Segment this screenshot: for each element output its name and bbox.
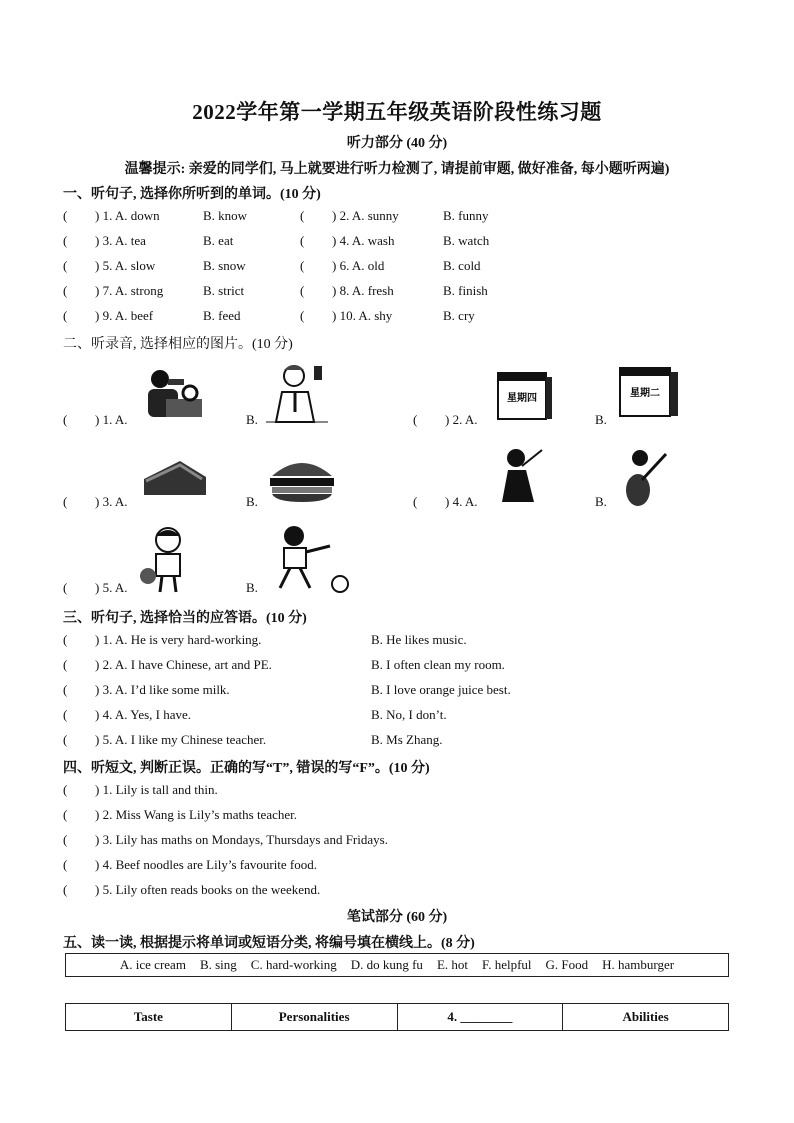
q2-5-b-label: B. [246,580,258,595]
question-item [63,208,160,224]
option-a: ) 9. A. beef [95,308,154,323]
question-item [300,258,384,274]
word-options-box [65,953,729,977]
hamburger-image [266,454,338,504]
answer-blank: ( [63,283,68,298]
section4-title: 四、听短文, 判断正误。正确的写“T”, 错误的写“F”。(10 分) [63,761,430,776]
statement-text: ) 4. Beef noodles are Lily’s favourite food. [95,857,318,872]
option-a: ) 10. A. shy [332,308,393,323]
q2-1-label: ( ) 1. A. [63,412,128,427]
tip-text: 温馨提示: 亲爱的同学们, 马上就要进行听力检测了, 请提前审题, 做好准备, 每小题听两遍) [124,162,670,177]
question-item [300,233,394,249]
answer-blank: ( [63,732,68,747]
q2-4-b-label: B. [595,494,607,509]
option-b: B. snow [203,258,246,273]
question-item [63,707,191,723]
answer-blank: ( [63,782,68,797]
section3-title: 三、听句子, 选择恰当的应答语。(10 分) [63,611,307,626]
q2-2-b-label: B. [595,412,607,427]
question-item [300,208,399,224]
statement-text: ) 2. Miss Wang is Lily’s maths teacher. [95,807,297,822]
option-a: ) 2. A. I have Chinese, art and PE. [95,657,272,672]
answer-blank: ( [63,832,68,847]
question-item [300,308,392,324]
answer-blank: ( [63,308,68,323]
answer-blank: ( [63,882,68,897]
person-on-phone-image [138,365,206,423]
statement-item [63,807,297,823]
statement-text: ) 3. Lily has maths on Mondays, Thursdays and Fridays. [95,832,388,847]
calendar-thursday-image [494,365,554,423]
man-with-phone-image [262,362,332,424]
question-item [63,732,266,748]
option-a: ) 4. A. wash [332,233,395,248]
answer-blank: ( [63,707,68,722]
word-option: A. ice cream [119,957,186,972]
option-b: B. Ms Zhang. [371,732,443,747]
option-a: ) 8. A. fresh [332,283,394,298]
page-title: 2022学年第一学期五年级英语阶段性练习题 [192,100,602,124]
option-a: ) 5. A. I like my Chinese teacher. [95,732,267,747]
statement-item [63,857,317,873]
option-b: B. know [203,208,248,223]
option-b: B. No, I don’t. [371,707,447,722]
answer-blank: ( [300,233,305,248]
section2-title: 二、听录音, 选择相应的图片。(10 分) [63,337,293,352]
question-item [63,258,155,274]
option-b: B. cry [443,308,475,323]
option-a: ) 3. A. tea [95,233,146,248]
q2-1-b-label: B. [246,412,258,427]
word-option: C. hard-working [250,957,337,972]
option-b: B. I often clean my room. [371,657,505,672]
question-item [63,657,272,673]
option-a: ) 7. A. strong [95,283,164,298]
boy-with-basketball-image [136,524,198,596]
option-a: ) 6. A. old [332,258,385,273]
option-b: B. finish [443,283,488,298]
answer-blank: ( [63,807,68,822]
option-b: B. cold [443,258,481,273]
q2-2-label: ( ) 2. A. [413,412,478,427]
answer-blank: ( [63,258,68,273]
category-table [65,1003,729,1031]
q2-3-label: ( ) 3. A. [63,494,128,509]
sandwich-image [140,455,208,505]
question-item [63,233,146,249]
written-part-heading: 笔试部分 (60 分) [346,910,448,925]
answer-blank: ( [300,208,305,223]
option-b: B. watch [443,233,490,248]
option-b: B. He likes music. [371,632,467,647]
option-a: ) 5. A. slow [95,258,156,273]
word-option: H. hamburger [602,957,675,972]
q2-5-label: ( ) 5. A. [63,580,128,595]
word-option: E. hot [436,957,468,972]
question-item [63,308,153,324]
category-header: Abilities [563,1004,729,1031]
boy-with-football-image [266,522,350,596]
option-a: ) 1. A. down [95,208,160,223]
q2-3-b-label: B. [246,494,258,509]
word-option: F. helpful [482,957,532,972]
statement-text: ) 1. Lily is tall and thin. [95,782,218,797]
question-item [300,283,394,299]
answer-blank: ( [63,857,68,872]
question-item [63,283,163,299]
girl-with-violin-image [492,444,552,506]
category-header: Taste [66,1004,232,1031]
answer-blank: ( [300,258,305,273]
option-b: B. funny [443,208,489,223]
word-option: G. Food [545,957,589,972]
answer-blank: ( [63,632,68,647]
calendar-tuesday-text: 星期二 [630,388,660,399]
category-header: Personalities [231,1004,397,1031]
statement-item [63,882,320,898]
answer-blank: ( [63,682,68,697]
word-option: D. do kung fu [350,957,423,972]
answer-blank: ( [300,308,305,323]
option-a: ) 3. A. I’d like some milk. [95,682,230,697]
category-header: 4. ________ [397,1004,563,1031]
girl-with-pipa-image [620,446,676,508]
q2-4-label: ( ) 4. A. [413,494,478,509]
option-a: ) 2. A. sunny [332,208,399,223]
option-b: B. strict [203,283,245,298]
answer-blank: ( [63,208,68,223]
option-a: ) 4. A. Yes, I have. [95,707,192,722]
option-b: B. I love orange juice best. [371,682,511,697]
word-option: B. sing [199,957,237,972]
statement-item [63,782,218,798]
listening-part-heading: 听力部分 (40 分) [346,136,448,151]
answer-blank: ( [300,283,305,298]
answer-blank: ( [63,233,68,248]
section1-title: 一、听句子, 选择你所听到的单词。(10 分) [63,187,321,202]
calendar-thursday-text: 星期四 [507,393,537,404]
statement-text: ) 5. Lily often reads books on the weekend. [95,882,321,897]
option-a: ) 1. A. He is very hard-working. [95,632,262,647]
statement-item [63,832,388,848]
question-item [63,632,261,648]
calendar-tuesday-image [616,360,682,420]
section5-title: 五、读一读, 根据提示将单词或短语分类, 将编号填在横线上。(8 分) [63,936,475,951]
option-b: B. eat [203,233,234,248]
answer-blank: ( [63,657,68,672]
word-options-cell [66,954,729,977]
option-b: B. feed [203,308,241,323]
question-item [63,682,230,698]
